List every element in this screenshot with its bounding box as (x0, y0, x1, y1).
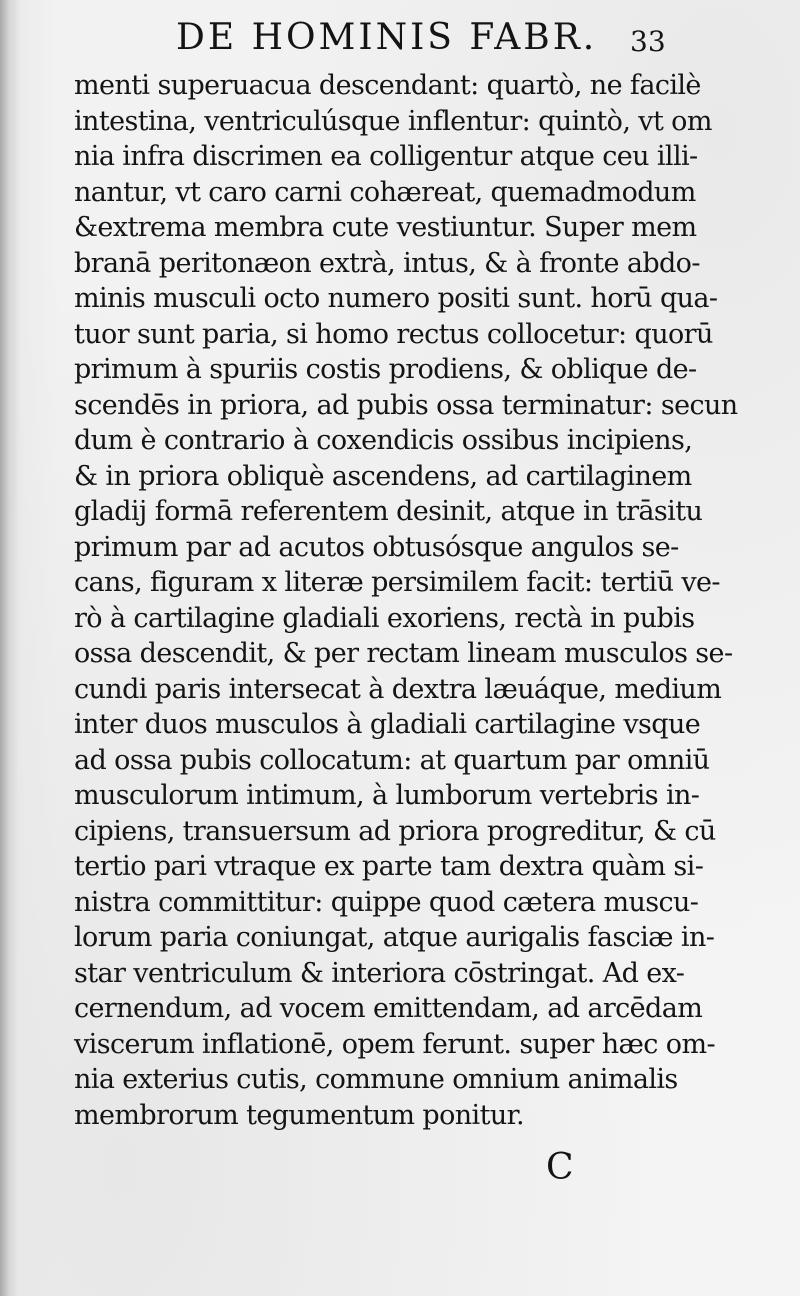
running-title: DE HOMINIS FABR. (176, 17, 598, 58)
text-line: ossa descendit, & per rectam lineam musculos se- (74, 638, 733, 669)
text-line: dum è contrario à coxendicis ossibus incipiens, (74, 425, 693, 456)
text-line: viscerum inflationē, opem ferunt. super hæc om- (74, 1028, 715, 1060)
text-line: menti superuacua descendant: quartò, ne facilè (74, 70, 701, 101)
gutter-shadow (0, 0, 18, 1296)
page-number: 33 (630, 25, 666, 58)
text-line: star ventriculum & interiora cōstringat. Ad ex- (74, 957, 685, 989)
text-line: primum par ad acutos obtusósque angulos se- (74, 531, 679, 563)
text-line: nistra committitur: quippe quod cætera muscu- (74, 886, 699, 918)
text-line: cans, figuram x literæ persimilem facit: tertiū ve- (74, 567, 720, 598)
text-line: cernendum, ad vocem emittendam, ad arcēdam (74, 993, 703, 1024)
text-line: intestina, ventriculúsque inflentur: quintò, vt om (74, 105, 712, 137)
text-line: musculorum intimum, à lumborum vertebris in- (74, 780, 700, 811)
text-line: minis musculi octo numero positi sunt. horū qua- (74, 283, 718, 314)
text-line: cundi paris intersecat à dextra læuáque, medium (74, 673, 722, 705)
text-line: lorum paria coniungat, atque aurigalis fasciæ in- (74, 922, 715, 953)
text-line: &extrema membra cute vestiuntur. Super mem (74, 212, 697, 243)
text-line: nia infra discrimen ea colligentur atque ceu illi- (74, 141, 698, 172)
text-line: gladij formā referentem desinit, atque in trāsitu (74, 496, 703, 527)
text-line: primum à spuriis costis prodiens, & oblique de- (74, 354, 697, 385)
text-line: membrorum tegumentum ponitur. (74, 1099, 524, 1131)
text-line: nia exterius cutis, commune omnium animalis (74, 1064, 678, 1095)
text-line: scendēs in priora, ad pubis ossa terminatur: secun (74, 389, 738, 421)
text-line: & in priora obliquè ascendens, ad cartilaginem (74, 460, 692, 492)
text-line: inter duos musculos à gladiali cartilagine vsque (74, 709, 701, 740)
body-text (74, 68, 738, 1133)
text-line: rò à cartilagine gladiali exoriens, rectà in pubis (74, 602, 695, 634)
text-line: branā peritonæon extrà, intus, & à fronte abdo- (74, 247, 700, 279)
text-line: tertio pari vtraque ex parte tam dextra quàm si- (74, 851, 704, 882)
text-line: nantur, vt caro carni cohæreat, quemadmodum (74, 176, 696, 208)
text-line: ad ossa pubis collocatum: at quartum par omniū (74, 744, 710, 776)
text-line: tuor sunt paria, si homo rectus collocetur: quorū (74, 318, 713, 350)
signature-mark: C (546, 1147, 574, 1188)
text-line: cipiens, transuersum ad priora progreditur, & cū (74, 815, 716, 847)
